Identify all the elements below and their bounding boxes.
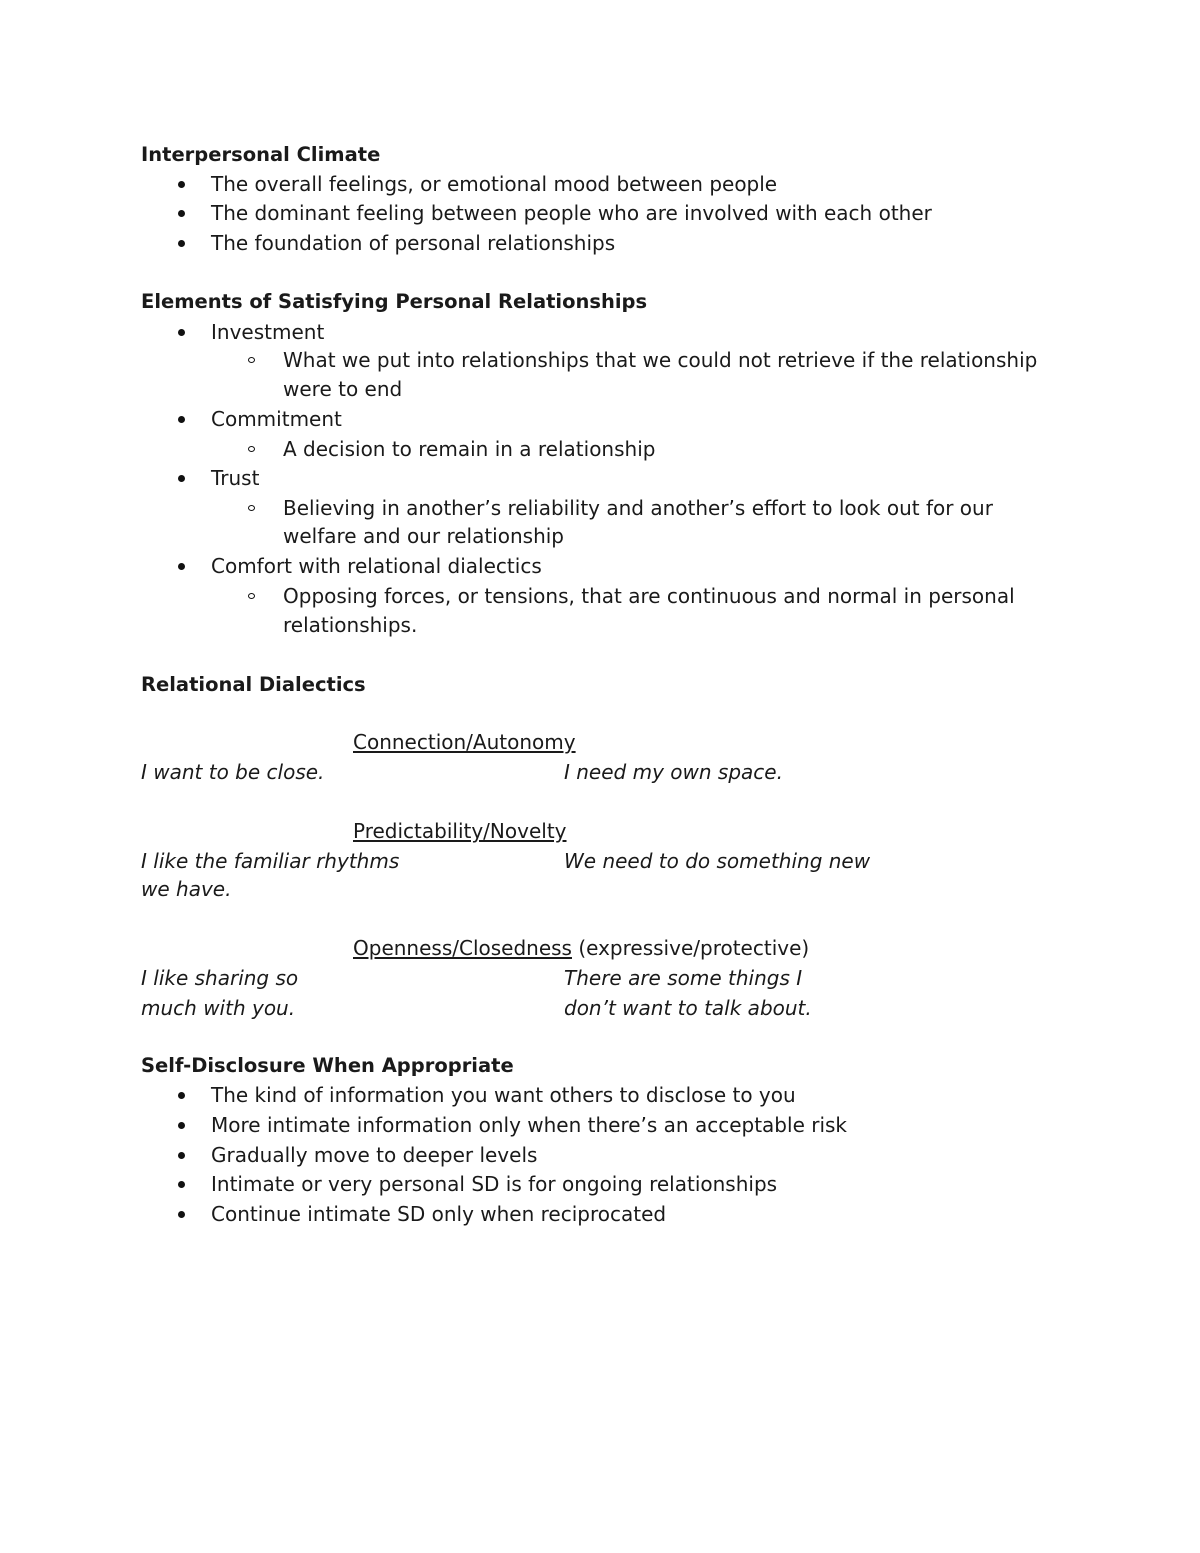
bullet-icon xyxy=(178,210,185,217)
dialectic-note: (expressive/protective) xyxy=(571,936,810,960)
sub-list-item-continuation: relationships. xyxy=(283,613,418,637)
bullet-icon xyxy=(178,329,185,336)
hollow-bullet-icon xyxy=(248,593,255,599)
sub-list-item-continuation: welfare and our relationship xyxy=(283,524,564,548)
list-item-text: Continue intimate SD only when reciprocated xyxy=(211,1202,667,1226)
dialectic-title xyxy=(353,730,576,754)
list-item-text: Gradually move to deeper levels xyxy=(211,1143,538,1167)
list-item-text: Commitment xyxy=(211,407,342,431)
bullet-icon xyxy=(178,1152,185,1159)
dialectic-right-quote: There are some things I xyxy=(564,966,803,990)
sub-list-item-text: A decision to remain in a relationship xyxy=(283,437,656,461)
dialectic-title-text: Connection/Autonomy xyxy=(353,730,576,754)
dialectic-right-quote: I need my own space. xyxy=(564,760,783,784)
dialectic-right-quote: We need to do something new xyxy=(564,849,871,873)
list-item-text: The overall feelings, or emotional mood between people xyxy=(211,172,778,196)
list-item-text: Intimate or very personal SD is for ongoing relationships xyxy=(211,1172,778,1196)
dialectic-left-quote: I like the familiar rhythms xyxy=(141,849,400,873)
dialectic-title xyxy=(353,936,809,960)
bullet-icon xyxy=(178,563,185,570)
dialectic-title-text: Predictability/Novelty xyxy=(353,819,567,843)
dialectic-title xyxy=(353,819,567,843)
dialectic-right-quote-continuation: don’t want to talk about. xyxy=(564,996,812,1020)
bullet-icon xyxy=(178,1122,185,1129)
hollow-bullet-icon xyxy=(248,357,255,363)
sub-list-item-text: Opposing forces, or tensions, that are continuous and normal in personal xyxy=(283,584,1015,608)
heading-self-disclosure: Self-Disclosure When Appropriate xyxy=(141,1054,514,1077)
list-item-text: Investment xyxy=(211,320,325,344)
bullet-icon xyxy=(178,240,185,247)
list-item-text: Trust xyxy=(211,466,260,490)
heading-relational-dialectics: Relational Dialectics xyxy=(141,673,366,696)
bullet-icon xyxy=(178,1211,185,1218)
list-item-text: More intimate information only when there’s an acceptable risk xyxy=(211,1113,848,1137)
list-item-text: The kind of information you want others to disclose to you xyxy=(211,1083,796,1107)
bullet-icon xyxy=(178,475,185,482)
dialectic-left-quote: I like sharing so xyxy=(141,966,299,990)
list-item-text: The dominant feeling between people who are involved with each other xyxy=(211,201,932,225)
sub-list-item-text: What we put into relationships that we could not retrieve if the relationship xyxy=(283,348,1038,372)
hollow-bullet-icon xyxy=(248,505,255,511)
bullet-icon xyxy=(178,1181,185,1188)
bullet-icon xyxy=(178,181,185,188)
sub-list-item-text: Believing in another’s reliability and another’s effort to look out for our xyxy=(283,496,993,520)
dialectic-left-quote: I want to be close. xyxy=(141,760,325,784)
hollow-bullet-icon xyxy=(248,446,255,452)
sub-list-item-continuation: were to end xyxy=(283,377,403,401)
dialectic-left-quote-continuation: much with you. xyxy=(141,996,296,1020)
list-item-text: The foundation of personal relationships xyxy=(211,231,616,255)
bullet-icon xyxy=(178,1092,185,1099)
list-item-text: Comfort with relational dialectics xyxy=(211,554,542,578)
heading-interpersonal-climate: Interpersonal Climate xyxy=(141,143,381,166)
bullet-icon xyxy=(178,416,185,423)
heading-elements: Elements of Satisfying Personal Relationships xyxy=(141,290,648,313)
dialectic-title-text: Openness/Closedness xyxy=(353,936,572,960)
dialectic-left-quote-continuation: we have. xyxy=(141,877,232,901)
